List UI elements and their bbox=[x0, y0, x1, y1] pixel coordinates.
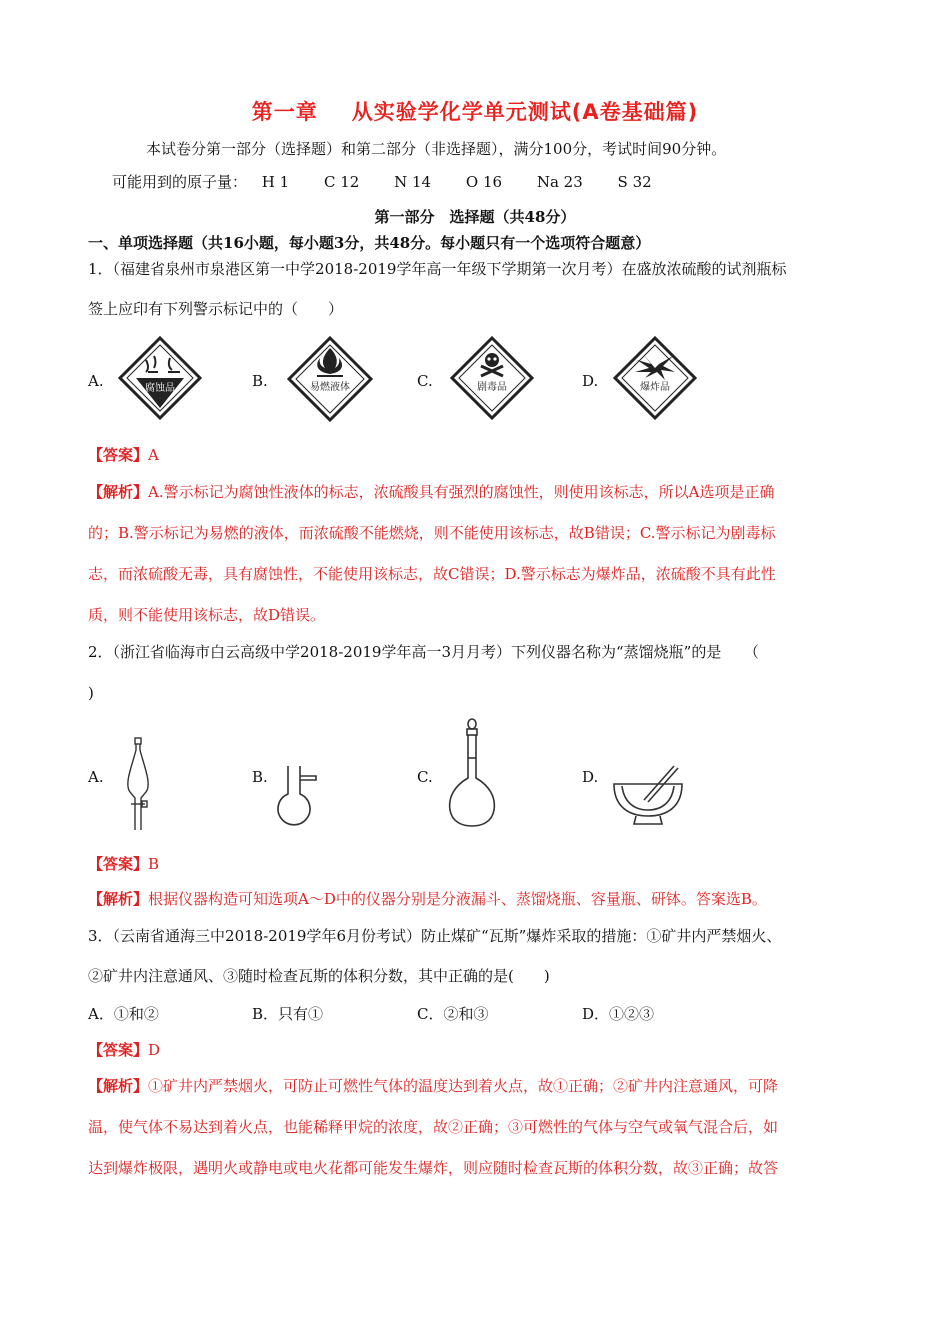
q3-stem-line2: ②矿井内注意通风、③随时检查瓦斯的体积分数，其中正确的是( ) bbox=[88, 967, 550, 985]
q3-answer bbox=[88, 1040, 160, 1060]
q2-option-d-label: D. bbox=[582, 768, 599, 786]
q1-option-c-label: C. bbox=[417, 372, 433, 390]
atom-mass: H 1 bbox=[261, 173, 290, 191]
corrosive-sign-icon bbox=[118, 336, 202, 420]
q1-answer bbox=[88, 445, 159, 465]
section-instructions: 一、单项选择题（共16小题，每小题3分，共48分。每小题只有一个选项符合题意） bbox=[88, 234, 651, 252]
q3-option-d: D．①②③ bbox=[582, 1005, 655, 1023]
q3-option-a: A．①和② bbox=[88, 1005, 159, 1023]
q1-option-a-label: A. bbox=[88, 372, 104, 390]
analysis-text: ①矿井内严禁烟火，可防止可燃性气体的温度达到着火点，故①正确；②矿井内注意通风，可降 bbox=[148, 1077, 779, 1095]
answer-value: B bbox=[148, 855, 160, 873]
page-title bbox=[0, 96, 950, 126]
separatory-funnel-icon bbox=[118, 736, 158, 832]
answer-tag: 【答案】 bbox=[88, 446, 149, 464]
analysis-tag: 【解析】 bbox=[88, 890, 149, 908]
q3-analysis-line1 bbox=[88, 1076, 778, 1096]
analysis-text: 根据仪器构造可知选项A～D中的仪器分别是分液漏斗、蒸馏烧瓶、容量瓶、研钵。答案选B。 bbox=[148, 890, 767, 908]
atom-mass: C 12 bbox=[323, 173, 360, 191]
q3-analysis-line2: 温，使气体不易达到着火点，也能稀释甲烷的浓度，故②正确；③可燃性的气体与空气或氧气混合后，如 bbox=[88, 1118, 779, 1136]
q2-stem-line1: 2．（浙江省临海市白云高级中学2018-2019学年高一3月月考）下列仪器名称为“蒸馏烧瓶”的是 （ bbox=[88, 643, 759, 661]
atom-mass: O 16 bbox=[465, 173, 503, 191]
sign-label: 腐蚀品 bbox=[145, 383, 175, 394]
sign-label: 易燃液体 bbox=[310, 382, 350, 393]
answer-value: D bbox=[148, 1041, 161, 1059]
q1-analysis-line1 bbox=[88, 482, 774, 502]
q1-option-d-label: D. bbox=[582, 372, 599, 390]
flammable-liquid-sign-icon bbox=[287, 336, 373, 422]
q1-option-b-label: B. bbox=[252, 372, 268, 390]
title-name: 从实验学化学单元测试(A卷基础篇) bbox=[351, 100, 699, 124]
q2-analysis bbox=[88, 889, 767, 909]
q1-analysis-line2: 的；B.警示标记为易燃的液体，而浓硫酸不能燃烧，则不能使用该标志，故B错误；C.警示标记为剧毒标 bbox=[88, 524, 776, 542]
title-chapter: 第一章 bbox=[251, 100, 318, 124]
q3-option-b: B．只有① bbox=[252, 1005, 324, 1023]
answer-tag: 【答案】 bbox=[88, 1041, 149, 1059]
volumetric-flask-icon bbox=[444, 718, 500, 830]
q1-stem-line2: 签上应印有下列警示标记中的（ ） bbox=[88, 300, 344, 318]
atom-mass: S 32 bbox=[617, 173, 652, 191]
answer-tag: 【答案】 bbox=[88, 855, 149, 873]
q2-option-b-label: B. bbox=[252, 768, 268, 786]
atomic-masses bbox=[112, 172, 682, 192]
exam-intro: 本试卷分第一部分（选择题）和第二部分（非选择题），满分100分，考试时间90分钟。 bbox=[146, 140, 727, 158]
answer-value: A bbox=[148, 446, 159, 464]
atom-mass: Na 23 bbox=[536, 173, 583, 191]
q2-answer bbox=[88, 854, 159, 874]
sign-label: 爆炸品 bbox=[640, 382, 670, 393]
q1-analysis-line3: 志，而浓硫酸无毒，具有腐蚀性，不能使用该标志，故C错误；D.警示标志为爆炸品，浓硫酸不具有此性 bbox=[88, 565, 776, 583]
explosive-sign-icon bbox=[613, 336, 697, 420]
q1-stem-line1: 1．（福建省泉州市泉港区第一中学2018-2019学年高一年级下学期第一次月考）在盛放浓硫酸的试剂瓶标 bbox=[88, 260, 787, 278]
q2-option-a-label: A. bbox=[88, 768, 104, 786]
mortar-pestle-icon bbox=[608, 760, 688, 830]
distillation-flask-icon bbox=[270, 764, 326, 830]
analysis-tag: 【解析】 bbox=[88, 1077, 149, 1095]
analysis-text: A.警示标记为腐蚀性液体的标志，浓硫酸具有强烈的腐蚀性，则使用该标志，所以A选项是正确 bbox=[148, 483, 775, 501]
q2-stem-line2: ) bbox=[88, 684, 94, 702]
q3-option-c: C．②和③ bbox=[417, 1005, 489, 1023]
atomic-masses-label: 可能用到的原子量： bbox=[112, 173, 248, 191]
atom-mass: N 14 bbox=[394, 173, 432, 191]
sign-label: 剧毒品 bbox=[477, 382, 507, 393]
q3-stem-line1: 3．（云南省通海三中2018-2019学年6月份考试）防止煤矿“瓦斯”爆炸采取的措施：①矿井内严禁烟火、 bbox=[88, 927, 782, 945]
toxic-sign-icon bbox=[450, 336, 534, 420]
q2-option-c-label: C. bbox=[417, 768, 433, 786]
q3-analysis-line3: 达到爆炸极限，遇明火或静电或电火花都可能发生爆炸，则应随时检查瓦斯的体积分数，故③正确；故答 bbox=[88, 1159, 779, 1177]
q1-analysis-line4: 质，则不能使用该标志，故D错误。 bbox=[88, 606, 326, 624]
section-title: 第一部分 选择题（共48分） bbox=[374, 208, 576, 226]
analysis-tag: 【解析】 bbox=[88, 483, 149, 501]
